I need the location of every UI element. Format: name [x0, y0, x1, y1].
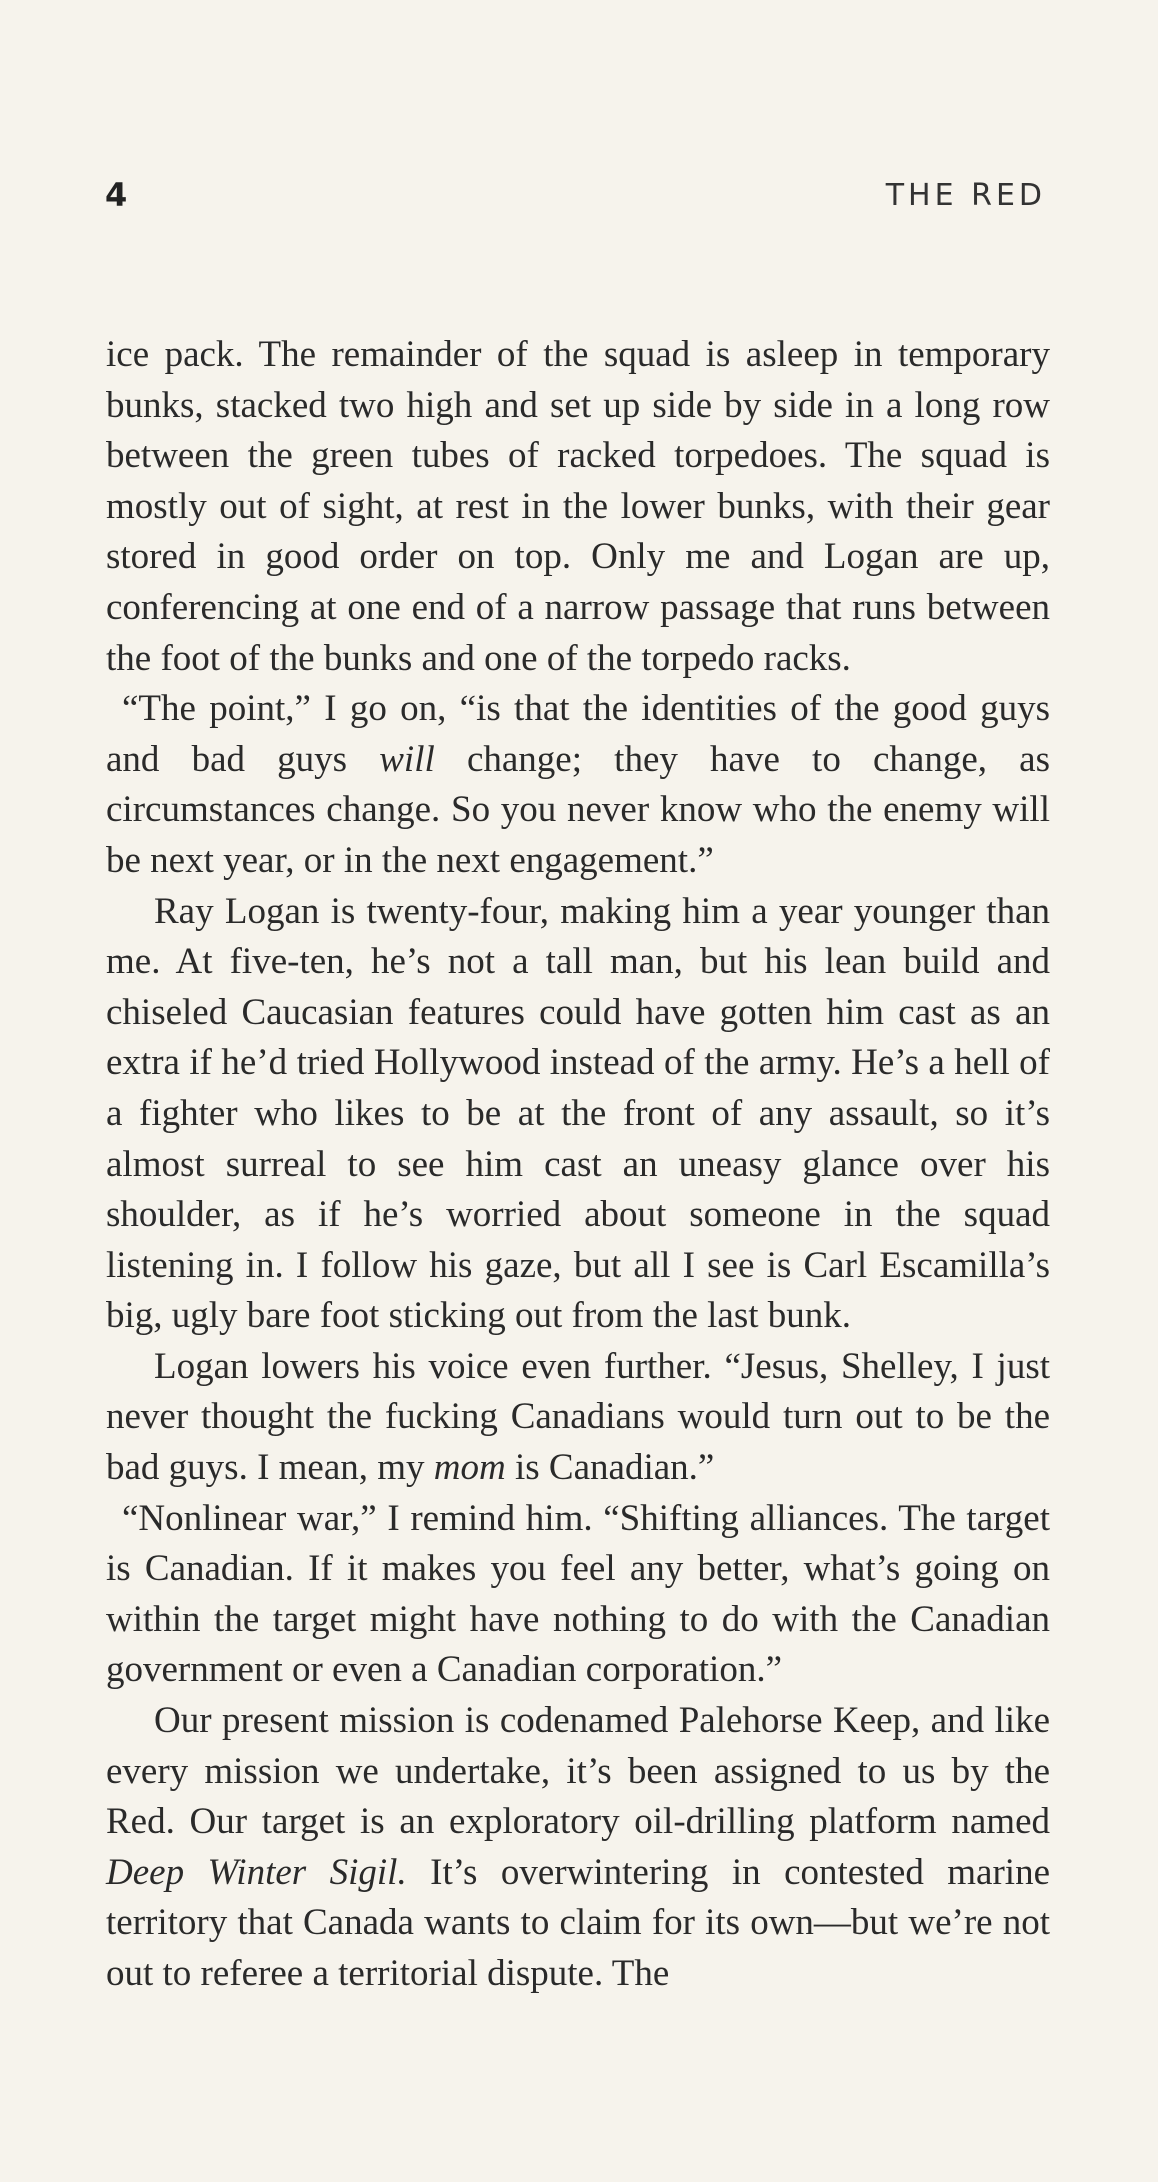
body-text [106, 330, 1050, 2000]
page-number: 4 [105, 176, 128, 214]
page-header [105, 176, 1046, 226]
paragraph-5: “Nonlinear war,” I remind him. “Shifting alliances. The target is Canadian. If it makes you feel any better, what’s going on within the target might have nothing to do with the Canadian government or even a Canadian corporation.” [106, 1497, 1050, 1691]
paragraph-4: Logan lowers his voice even further. “Jesus, Shelley, I just never thought the fucking Canadians would turn out to be the bad guys. I mean, my mom is Canadian.” [106, 1345, 1050, 1489]
paragraph-1: ice pack. The remainder of the squad is asleep in temporary bunks, stacked two high and set up side by side in a long row between the green tubes of racked torpedoes. The squad is mostly out of sight, at rest in the lower bunks, with their gear stored in good order on top. Only me and Logan are up, conferencing at one end of a narrow passage that runs between the foot of the bunks and one of the torpedo racks. [106, 334, 1050, 679]
running-head: THE RED [885, 178, 1046, 213]
paragraph-6: Our present mission is codenamed Palehorse Keep, and like every mission we undertake, it’s been assigned to us by the Red. Our target is an exploratory oil-drilling platform named Deep Winter Sigil. It’s overwintering in contested marine territory that Canada wants to claim for its own—but we’re not out to referee a territorial dispute. The [106, 1700, 1050, 1994]
paragraph-2: “The point,” I go on, “is that the identities of the good guys and bad guys will change; they have to change, as circumstances change. So you never know who the enemy will be next year, or in the next engagement.” [106, 688, 1050, 881]
paragraph-3: Ray Logan is twenty-four, making him a year younger than me. At five-ten, he’s not a tall man, but his lean build and chiseled Caucasian features could have gotten him cast as an extra if he’d tried Hollywood instead of the army. He’s a hell of a fighter who likes to be at the front of any assault, so it’s almost surreal to see him cast an uneasy glance over his shoulder, as if he’s worried about someone in the squad listening in. I follow his gaze, but all I see is Carl Escamilla’s big, ugly bare foot sticking out from the last bunk. [106, 890, 1050, 1337]
